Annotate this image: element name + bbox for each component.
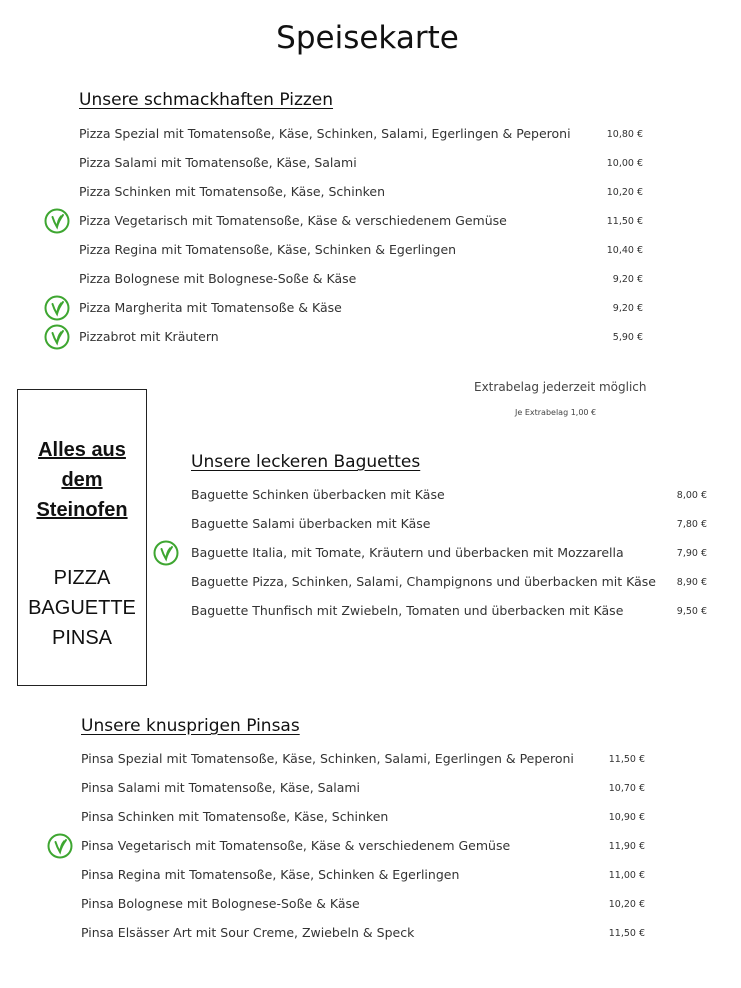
menu-item <box>79 327 649 356</box>
extra-topping-price: Je Extrabelag 1,00 € <box>515 408 597 417</box>
menu-item <box>81 836 651 865</box>
menu-item-name: Baguette Thunfisch mit Zwiebeln, Tomaten und überbacken mit Käse <box>191 603 624 618</box>
stone-oven-heading-line: Steinofen <box>36 499 128 521</box>
menu-item-name: Pizza Salami mit Tomatensoße, Käse, Salami <box>79 155 357 170</box>
section-heading-pizzen: Unsere schmackhaften Pizzen <box>79 90 334 110</box>
menu-item-price: 5,90 € <box>612 332 643 343</box>
menu-item <box>191 601 711 630</box>
menu-item-name: Pizza Vegetarisch mit Tomatensoße, Käse & verschiedenem Gemüse <box>79 213 507 228</box>
menu-item-price: 11,50 € <box>606 216 643 227</box>
menu-item-price: 10,90 € <box>608 812 645 823</box>
menu-item-name: Pizzabrot mit Kräutern <box>79 329 219 344</box>
section-heading-pinsas: Unsere knusprigen Pinsas <box>81 716 300 736</box>
menu-item <box>79 298 649 327</box>
menu-item-price: 10,00 € <box>606 158 643 169</box>
menu-item <box>81 778 651 807</box>
vegetarian-leaf-icon <box>44 295 70 321</box>
menu-item-price: 9,50 € <box>676 606 707 617</box>
extra-topping-note: Extrabelag jederzeit möglich <box>474 380 647 394</box>
menu-item <box>191 485 711 514</box>
menu-item-price: 11,90 € <box>608 841 645 852</box>
menu-item <box>79 240 649 269</box>
menu-item <box>81 865 651 894</box>
menu-item-name: Baguette Salami überbacken mit Käse <box>191 516 431 531</box>
menu-item-price: 11,50 € <box>608 754 645 765</box>
menu-item <box>79 153 649 182</box>
menu-item-name: Pinsa Salami mit Tomatensoße, Käse, Salami <box>81 780 361 795</box>
menu-item-name: Baguette Schinken überbacken mit Käse <box>191 487 445 502</box>
vegetarian-leaf-icon <box>44 208 70 234</box>
menu-item <box>81 807 651 836</box>
vegetarian-leaf-icon <box>44 324 70 350</box>
stone-oven-heading <box>18 435 146 525</box>
pinsa-list <box>81 749 651 952</box>
menu-item-price: 10,40 € <box>606 245 643 256</box>
menu-item <box>81 894 651 923</box>
menu-item <box>191 514 711 543</box>
menu-item-name: Pinsa Vegetarisch mit Tomatensoße, Käse & verschiedenem Gemüse <box>81 838 511 853</box>
menu-item-price: 8,00 € <box>676 490 707 501</box>
menu-item-price: 9,20 € <box>612 274 643 285</box>
menu-item-name: Pizza Margherita mit Tomatensoße & Käse <box>79 300 342 315</box>
menu-item-price: 11,50 € <box>608 928 645 939</box>
stone-oven-item: BAGUETTE <box>28 597 136 619</box>
vegetarian-leaf-icon <box>47 833 73 859</box>
menu-item <box>79 211 649 240</box>
menu-item-price: 7,80 € <box>676 519 707 530</box>
menu-item <box>81 749 651 778</box>
stone-oven-box <box>17 389 147 686</box>
stone-oven-item: PINSA <box>51 627 113 649</box>
menu-item-price: 7,90 € <box>676 548 707 559</box>
menu-item-price: 11,00 € <box>608 870 645 881</box>
stone-oven-heading-line: Alles aus <box>38 439 126 461</box>
menu-item-price: 10,80 € <box>606 129 643 140</box>
menu-item <box>79 124 649 153</box>
menu-item-name: Pinsa Elsässer Art mit Sour Creme, Zwiebeln & Speck <box>81 925 415 940</box>
menu-item-price: 10,20 € <box>606 187 643 198</box>
section-heading-baguettes: Unsere leckeren Baguettes <box>191 452 421 472</box>
baguette-list <box>191 485 711 630</box>
menu-item <box>191 543 711 572</box>
stone-oven-items <box>18 563 146 653</box>
menu-item-name: Pizza Bolognese mit Bolognese-Soße & Käse <box>79 271 357 286</box>
menu-item-name: Baguette Italia, mit Tomate, Kräutern und überbacken mit Mozzarella <box>191 545 624 560</box>
pizza-list <box>79 124 649 356</box>
stone-oven-heading-line: dem <box>61 469 103 491</box>
menu-item-name: Baguette Pizza, Schinken, Salami, Champignons und überbacken mit Käse <box>191 574 656 589</box>
menu-item-name: Pinsa Spezial mit Tomatensoße, Käse, Schinken, Salami, Egerlingen & Peperoni <box>81 751 574 766</box>
menu-item <box>191 572 711 601</box>
menu-item-name: Pizza Regina mit Tomatensoße, Käse, Schinken & Egerlingen <box>79 242 457 257</box>
stone-oven-item: PIZZA <box>53 567 111 589</box>
menu-item-name: Pizza Schinken mit Tomatensoße, Käse, Schinken <box>79 184 386 199</box>
menu-item <box>79 269 649 298</box>
menu-item-name: Pinsa Schinken mit Tomatensoße, Käse, Schinken <box>81 809 389 824</box>
menu-item-price: 8,90 € <box>676 577 707 588</box>
menu-item-name: Pinsa Bolognese mit Bolognese-Soße & Käse <box>81 896 360 911</box>
menu-item-price: 10,20 € <box>608 899 645 910</box>
menu-item <box>81 923 651 952</box>
page-title: Speisekarte <box>276 20 459 56</box>
vegetarian-leaf-icon <box>153 540 179 566</box>
menu-item-price: 10,70 € <box>608 783 645 794</box>
menu-item-price: 9,20 € <box>612 303 643 314</box>
menu-item-name: Pinsa Regina mit Tomatensoße, Käse, Schinken & Egerlingen <box>81 867 460 882</box>
menu-item-name: Pizza Spezial mit Tomatensoße, Käse, Schinken, Salami, Egerlingen & Peperoni <box>79 126 571 141</box>
menu-item <box>79 182 649 211</box>
